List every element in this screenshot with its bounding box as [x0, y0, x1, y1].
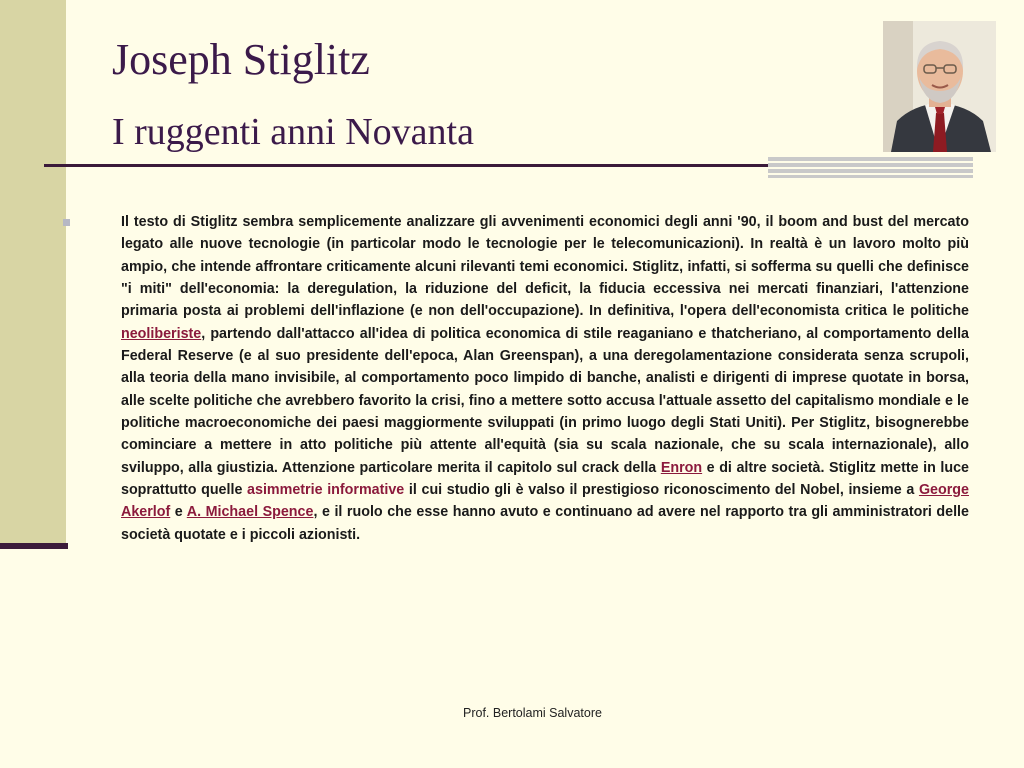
portrait-photo [883, 21, 996, 152]
slide-title: Joseph Stiglitz [112, 35, 370, 84]
body-text-5: e [170, 504, 187, 521]
title-divider [44, 164, 784, 167]
slide-footer: Prof. Bertolami Salvatore [463, 706, 602, 720]
body-text-6: , e il ruolo che esse hanno avuto e continuano ad avere nel rapporto tra gli amministratori delle società quotate e i piccoli azionisti. [121, 504, 969, 543]
link-asimmetrie-informative[interactable]: asimmetrie informative [247, 482, 405, 499]
portrait-image [883, 21, 996, 152]
left-band-underline [0, 543, 68, 549]
link-george-akerlof[interactable]: George Akerlof [121, 482, 969, 521]
slide-subtitle: I ruggenti anni Novanta [112, 111, 474, 153]
body-text-1: Il testo di Stiglitz sembra semplicemente analizzare gli avvenimenti economici degli anni '90, il boom and bust del mercato legato alle nuove tecnologie (in particolar modo le tecnologie per le telecomunicazioni). In realtà è un lavoro molto più ampio, che intende affrontare criticamente alcuni rilevanti temi economici. Stiglitz, infatti, si sofferma su quelli che definisce "i miti" dell'economia: la deregulation, la riduzione del deficit, la fiducia eccessiva nei mercati finanziari, l'attenzione primaria posta ai problemi dell'inflazione (e non dell'occupazione). In definitiva, l'opera dell'economista critica le politiche [121, 214, 969, 320]
bullet-marker [63, 219, 70, 226]
decorative-gray-bars [768, 157, 973, 178]
link-enron[interactable]: Enron [660, 459, 703, 476]
body-paragraph [121, 211, 969, 546]
body-text-4: il cui studio gli è valso il prestigioso riconoscimento del Nobel, insieme a [404, 482, 919, 499]
body-text-2: , partendo dall'attacco all'idea di politica economica di stile reaganiano e thatcheriano, al comportamento della Federal Reserve (e al suo presidente dell'epoca, Alan Greenspan), a una deregolamentazione considerata senza scrupoli, alla teoria della mano invisibile, al comportamento poco limpido di banche, analisti e dirigenti di imprese quotate in borsa, alle scelte politiche che avrebbero favorito la crisi, fino a mettere sotto accusa l'attuale assetto del capitalismo mondiale e le politiche macroeconomiche dei paesi maggiormente sviluppati (in primo luogo degli Stati Uniti). Per Stiglitz, bisognerebbe cominciare a mettere in atto politiche più attente all'equità (sia su scala nazionale, che su scala internazionale), allo sviluppo, alla giustizia. Attenzione particolare merita il capitolo sul crack della [121, 325, 969, 476]
left-decor-band [0, 0, 66, 548]
link-neoliberiste[interactable]: neoliberiste [121, 325, 202, 342]
link-michael-spence[interactable]: A. Michael Spence [186, 504, 314, 521]
body-text-3: e di altre società. Stiglitz mette in luce soprattutto quelle [121, 459, 969, 499]
